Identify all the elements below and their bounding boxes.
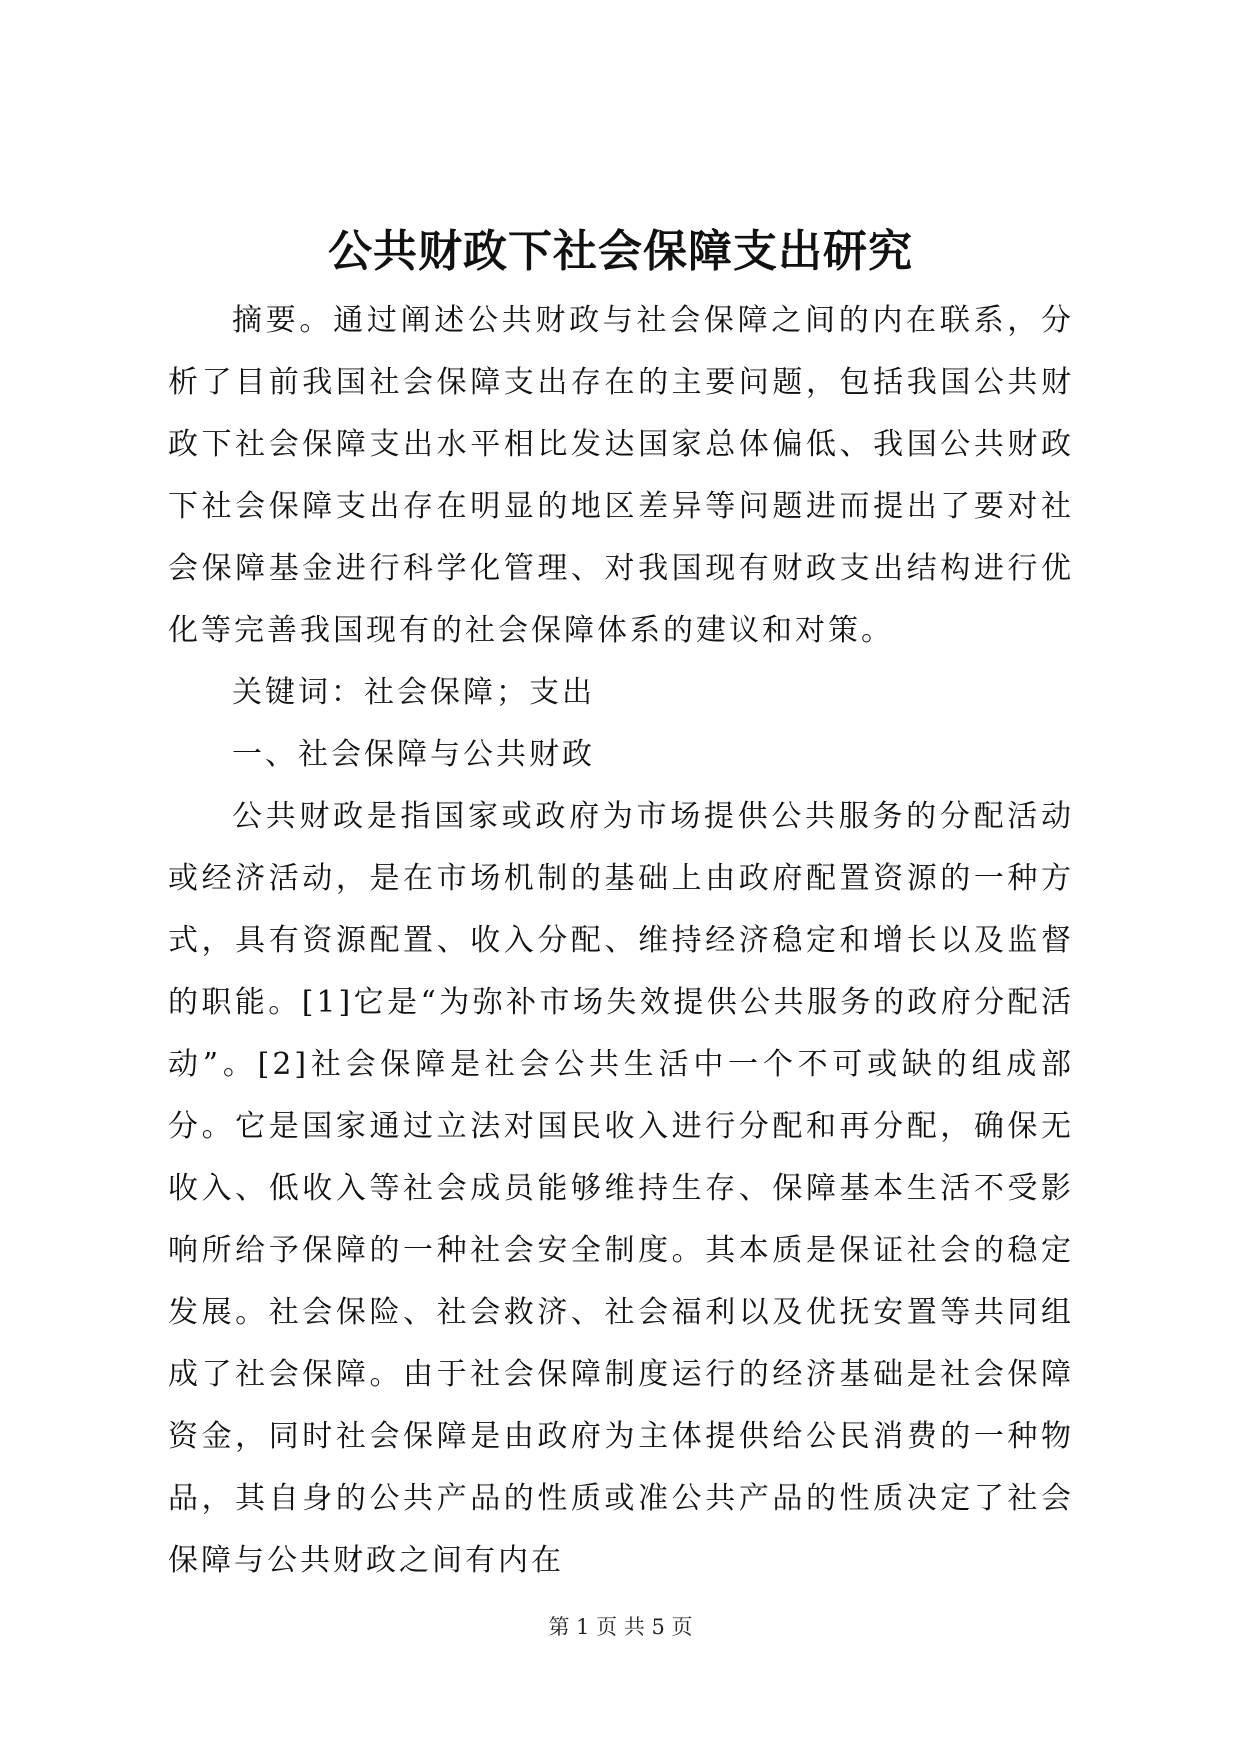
section-heading: 一、社会保障与公共财政 bbox=[232, 737, 595, 772]
body-paragraph: 公共财政是指国家或政府为市场提供公共服务的分配活动或经济活动，是在市场机制的基础上由政府配置资源的一种方式，具有资源配置、收入分配、维持经济稳定和增长以及监督的职能。[1]它是“为弥补市场失效提供公共服务的政府分配活动”。[2]社会保障是社会公共生活中一个不可或缺的组成部分。它是国家通过立法对国民收入进行分配和再分配，确保无收入、低收入等社会成员能够维持生存、保障基本生活不受影响所给予保障的一种社会安全制度。其本质是保证社会的稳定发展。社会保险、社会救济、社会福利以及优抚安置等共同组成了社会保障。由于社会保障制度运行的经济基础是社会保障资金，同时社会保障是由政府为主体提供给公民消费的一种物品，其自身的公共产品的性质或准公共产品的性质决定了社会保障与公共财政之间有内在 bbox=[168, 799, 1074, 1578]
page-title: 公共财政下社会保障支出研究 bbox=[328, 226, 913, 277]
abstract-paragraph: 摘要。通过阐述公共财政与社会保障之间的内在联系，分析了目前我国社会保障支出存在的主要问题，包括我国公共财政下社会保障支出水平相比发达国家总体偏低、我国公共财政下社会保障支出存在明显的地区差异等问题进而提出了要对社会保障基金进行科学化管理、对我国现有财政支出结构进行优化等完善我国现有的社会保障体系的建议和对策。 bbox=[168, 303, 1074, 648]
page-footer: 第 1 页 共 5 页 bbox=[548, 1615, 693, 1639]
document-body bbox=[168, 290, 1074, 1592]
keywords-paragraph: 关键词：社会保障；支出 bbox=[232, 675, 595, 710]
